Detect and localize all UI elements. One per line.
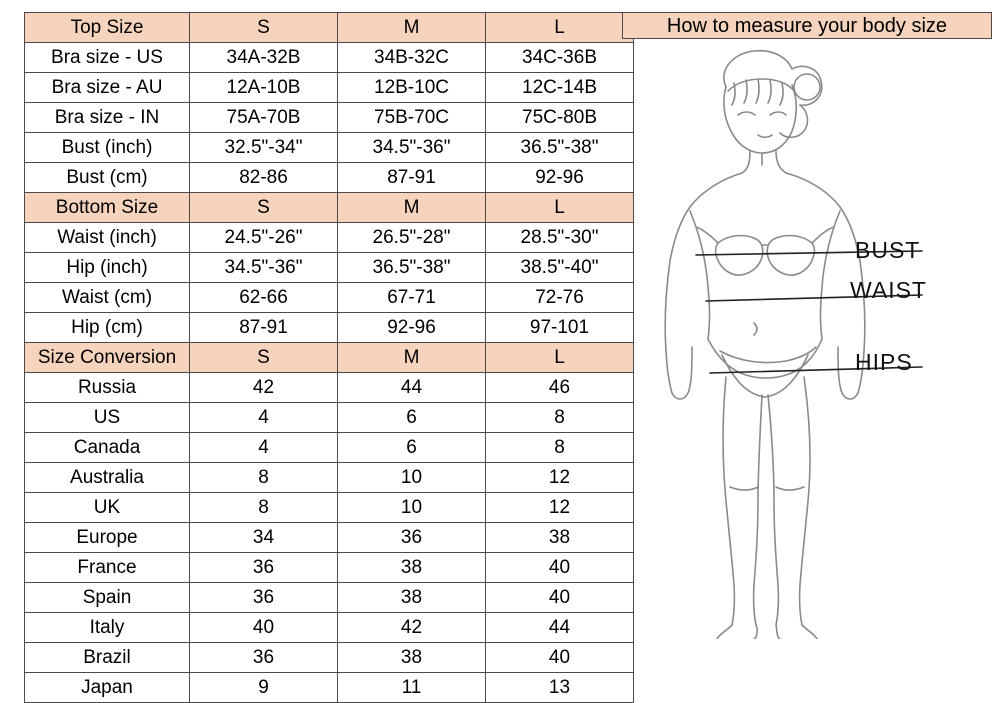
row-value: 6 [338,403,486,433]
row-label: UK [25,493,190,523]
row-value: 44 [338,373,486,403]
row-value: 38 [338,553,486,583]
row-value: 42 [338,613,486,643]
row-label: Italy [25,613,190,643]
row-value: 10 [338,463,486,493]
row-value: 97-101 [486,313,634,343]
row-label: Japan [25,673,190,703]
row-value: 40 [486,643,634,673]
row-value: 10 [338,493,486,523]
row-value: 36 [190,553,338,583]
table-row [25,553,634,583]
table-row [25,163,634,193]
row-label: Hip (cm) [25,313,190,343]
row-value: 24.5"-26" [190,223,338,253]
table-row [25,133,634,163]
row-label: Bra size - IN [25,103,190,133]
row-value: 9 [190,673,338,703]
size-column-header: S [190,193,338,223]
table-row [25,403,634,433]
row-value: 34 [190,523,338,553]
row-value: 75B-70C [338,103,486,133]
size-column-header: L [486,343,634,373]
row-value: 72-76 [486,283,634,313]
table-row [25,523,634,553]
row-value: 67-71 [338,283,486,313]
row-value: 46 [486,373,634,403]
row-value: 12 [486,493,634,523]
row-value: 87-91 [338,163,486,193]
row-label: Bust (cm) [25,163,190,193]
table-row [25,43,634,73]
row-value: 28.5"-30" [486,223,634,253]
row-value: 44 [486,613,634,643]
table-row [25,643,634,673]
section-header-label: Bottom Size [25,193,190,223]
row-value: 32.5"-34" [190,133,338,163]
row-value: 40 [486,553,634,583]
table-row [25,373,634,403]
table-row [25,223,634,253]
bust-label: BUST [855,237,921,263]
size-column-header: L [486,13,634,43]
row-value: 13 [486,673,634,703]
row-value: 4 [190,403,338,433]
size-column-header: M [338,193,486,223]
row-value: 36.5"-38" [486,133,634,163]
row-value: 34A-32B [190,43,338,73]
row-value: 82-86 [190,163,338,193]
row-value: 34C-36B [486,43,634,73]
row-value: 92-96 [486,163,634,193]
table-row [25,463,634,493]
table-row [25,103,634,133]
row-value: 34.5"-36" [338,133,486,163]
size-column-header: L [486,193,634,223]
row-value: 40 [190,613,338,643]
row-label: Russia [25,373,190,403]
row-value: 12A-10B [190,73,338,103]
row-value: 12 [486,463,634,493]
row-value: 75A-70B [190,103,338,133]
size-column-header: S [190,13,338,43]
section-header-label: Size Conversion [25,343,190,373]
size-table [24,12,634,703]
row-value: 36 [190,583,338,613]
section-header-row [25,193,634,223]
waist-label: WAIST [850,277,927,303]
row-label: Bra size - AU [25,73,190,103]
row-value: 38.5"-40" [486,253,634,283]
row-value: 26.5"-28" [338,223,486,253]
section-header-row [25,343,634,373]
size-column-header: M [338,343,486,373]
table-row [25,253,634,283]
row-label: Hip (inch) [25,253,190,283]
row-value: 38 [338,583,486,613]
row-value: 62-66 [190,283,338,313]
table-row [25,313,634,343]
row-value: 42 [190,373,338,403]
section-header-label: Top Size [25,13,190,43]
row-value: 92-96 [338,313,486,343]
body-illustration [622,39,982,639]
size-column-header: M [338,13,486,43]
row-value: 87-91 [190,313,338,343]
row-value: 6 [338,433,486,463]
table-row [25,433,634,463]
row-value: 12C-14B [486,73,634,103]
measure-figure-pane [620,0,1000,680]
row-value: 36 [190,643,338,673]
row-value: 34.5"-36" [190,253,338,283]
row-value: 8 [486,433,634,463]
table-row [25,493,634,523]
hips-label: HIPS [855,349,913,375]
measure-title: How to measure your body size [622,12,992,39]
row-value: 11 [338,673,486,703]
body-figure [622,39,992,639]
row-label: Europe [25,523,190,553]
row-label: Bra size - US [25,43,190,73]
row-label: Spain [25,583,190,613]
row-value: 8 [486,403,634,433]
row-value: 36 [338,523,486,553]
row-value: 36.5"-38" [338,253,486,283]
row-label: Brazil [25,643,190,673]
row-value: 34B-32C [338,43,486,73]
size-column-header: S [190,343,338,373]
row-label: Bust (inch) [25,133,190,163]
row-value: 75C-80B [486,103,634,133]
row-label: US [25,403,190,433]
row-value: 8 [190,463,338,493]
row-value: 38 [486,523,634,553]
table-row [25,673,634,703]
table-row [25,613,634,643]
row-label: France [25,553,190,583]
row-label: Australia [25,463,190,493]
table-row [25,73,634,103]
row-label: Waist (inch) [25,223,190,253]
row-label: Canada [25,433,190,463]
row-value: 12B-10C [338,73,486,103]
table-row [25,583,634,613]
row-value: 40 [486,583,634,613]
row-value: 4 [190,433,338,463]
section-header-row [25,13,634,43]
table-row [25,283,634,313]
row-value: 38 [338,643,486,673]
row-label: Waist (cm) [25,283,190,313]
row-value: 8 [190,493,338,523]
